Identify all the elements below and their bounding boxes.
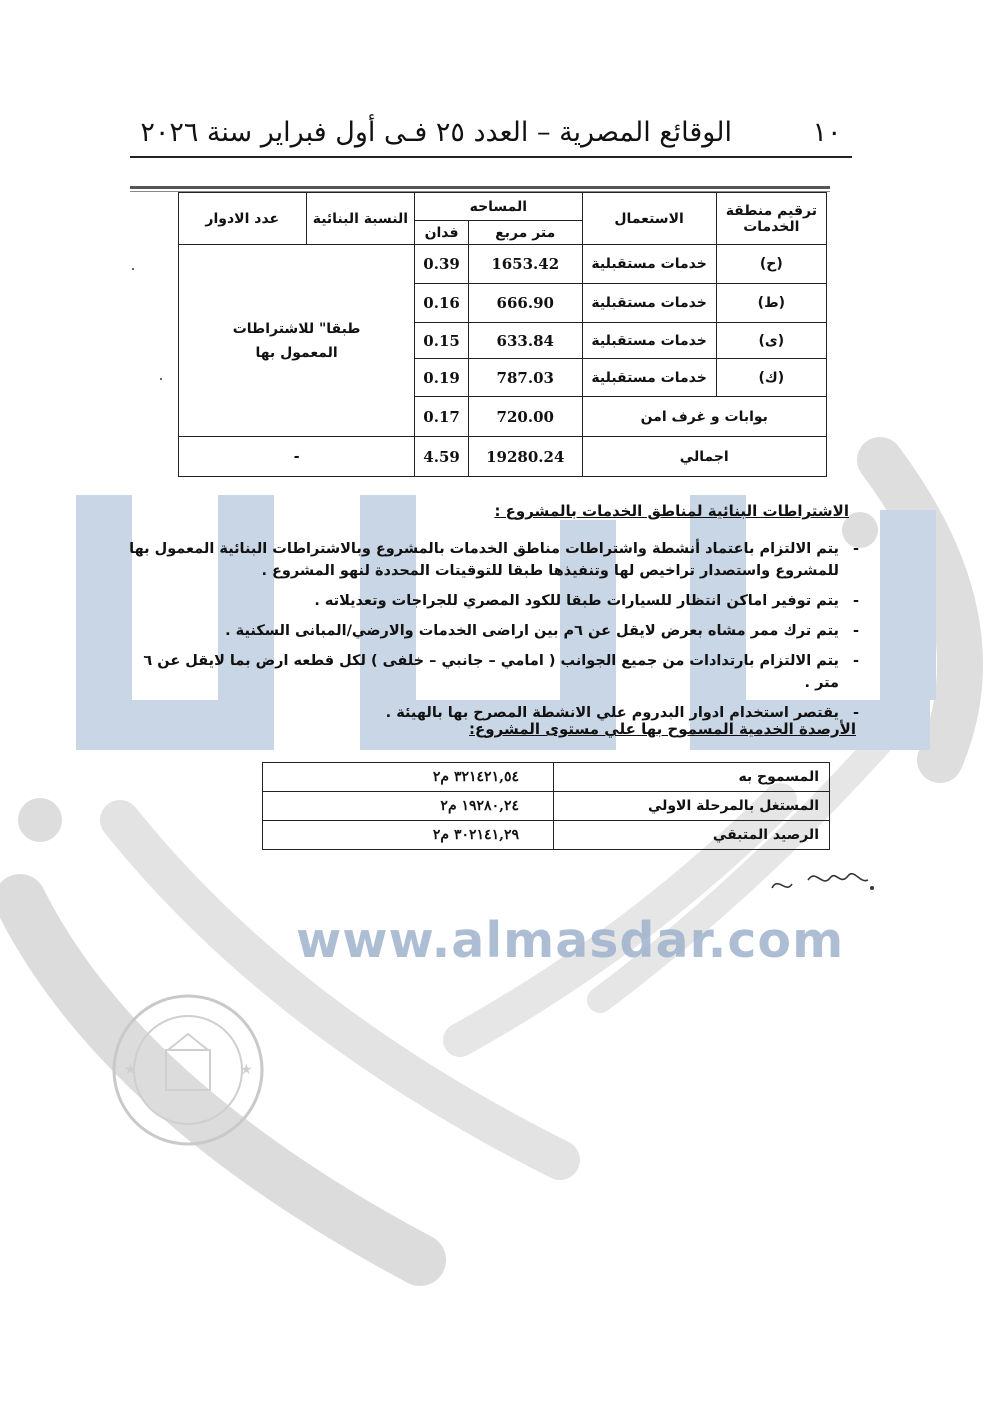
- header-feddan: فدان: [415, 221, 469, 245]
- balance-value: ١٩٢٨٠,٢٤ م٢: [263, 792, 554, 821]
- margin-mark: [132, 268, 134, 270]
- page-header: [130, 108, 852, 156]
- header-floors: عدد الادوار: [179, 193, 307, 245]
- sqm-cell: 787.03: [468, 359, 582, 397]
- feddan-cell: 0.39: [415, 245, 469, 284]
- balance-value: ٣٠٢١٤١,٢٩ م٢: [263, 821, 554, 850]
- table-top-rule: [130, 186, 830, 189]
- page-number: ١٠: [812, 116, 842, 148]
- balance-value: ٣٢١٤٢١,٥٤ م٢: [263, 763, 554, 792]
- list-item: - يتم ترك ممر مشاه بعرض لايقل عن ٦م بين اراضى الخدمات والارضي/المبانى السكنية .: [125, 620, 865, 642]
- table-row: [263, 821, 830, 850]
- gazette-title: الوقائع المصرية – العدد ٢٥ فـى أول فبراير سنة ٢٠٢٦: [140, 116, 732, 148]
- total-sqm-cell: 19280.24: [468, 437, 582, 477]
- service-balances-table: [262, 762, 830, 850]
- margin-mark: [160, 378, 162, 380]
- table-row: [179, 245, 827, 284]
- ministry-seal: [108, 990, 268, 1150]
- svg-text:★: ★: [124, 1062, 137, 1078]
- total-row: [179, 437, 827, 477]
- table-row: [263, 792, 830, 821]
- balance-label: المستغل بالمرحلة الاولي: [554, 792, 830, 821]
- balance-label: المسموح به: [554, 763, 830, 792]
- sqm-cell: 666.90: [468, 284, 582, 323]
- feddan-cell: 0.19: [415, 359, 469, 397]
- sqm-cell: 633.84: [468, 323, 582, 359]
- sqm-cell: 720.00: [468, 397, 582, 437]
- list-item: - يقتصر استخدام ادوار البدروم علي الانشطة المصرح بها بالهيئة .: [125, 702, 865, 724]
- svg-text:★: ★: [240, 1062, 253, 1078]
- balance-label: الرصيد المتبقي: [554, 821, 830, 850]
- list-item: - يتم الالتزام بارتدادات من جميع الجوانب ( امامي – جانبي – خلفى ) لكل قطعه ارض بما لايقل عن ٦ متر .: [125, 650, 865, 694]
- list-item: - يتم الالتزام باعتماد أنشطة واشتراطات مناطق الخدمات بالمشروع وبالاشتراطات البنائية المعمول بها للمشروع واستصدار تراخيص لها وتنفيذها طبقا للتوقيتات المحددة لنهو المشروع .: [125, 538, 865, 582]
- feddan-cell: 0.15: [415, 323, 469, 359]
- table-row: [263, 763, 830, 792]
- header-divider: [130, 156, 852, 158]
- total-feddan-cell: 4.59: [415, 437, 469, 477]
- list-item: - يتم توفير اماكن انتظار للسيارات طبقا للكود المصري للجراجات وتعديلاته .: [125, 590, 865, 612]
- header-zone: ترقيم منطقة الخدمات: [716, 193, 826, 245]
- header-use: الاستعمال: [582, 193, 716, 245]
- header-building-ratio: النسبة البنائية: [306, 193, 415, 245]
- zone-cell: (ى): [716, 323, 826, 359]
- header-area: المساحه: [415, 193, 582, 221]
- feddan-cell: 0.16: [415, 284, 469, 323]
- use-cell: خدمات مستقبلية: [582, 323, 716, 359]
- services-table: [178, 192, 827, 477]
- conditions-merged-cell: طبقا" للاشتراطات المعمول بها: [179, 245, 415, 437]
- gates-label-cell: بوابات و غرف امن: [582, 397, 826, 437]
- zone-cell: (ك): [716, 359, 826, 397]
- service-balances-title: الأرصدة الخدمية المسموح بها علي مستوى المشروع:: [469, 720, 856, 738]
- header-sqm: متر مربع: [468, 221, 582, 245]
- handwritten-signature: [768, 858, 878, 898]
- sqm-cell: 1653.42: [468, 245, 582, 284]
- zone-cell: (ط): [716, 284, 826, 323]
- use-cell: خدمات مستقبلية: [582, 245, 716, 284]
- use-cell: خدمات مستقبلية: [582, 284, 716, 323]
- total-dash-cell: -: [179, 437, 415, 477]
- feddan-cell: 0.17: [415, 397, 469, 437]
- building-conditions-title: الاشتراطات البنائية لمناطق الخدمات بالمشروع :: [494, 502, 849, 520]
- total-label-cell: اجمالي: [582, 437, 826, 477]
- building-conditions-list: [125, 538, 865, 732]
- zone-cell: (ح): [716, 245, 826, 284]
- watermark-url: www.almasdar.com: [296, 912, 845, 969]
- use-cell: خدمات مستقبلية: [582, 359, 716, 397]
